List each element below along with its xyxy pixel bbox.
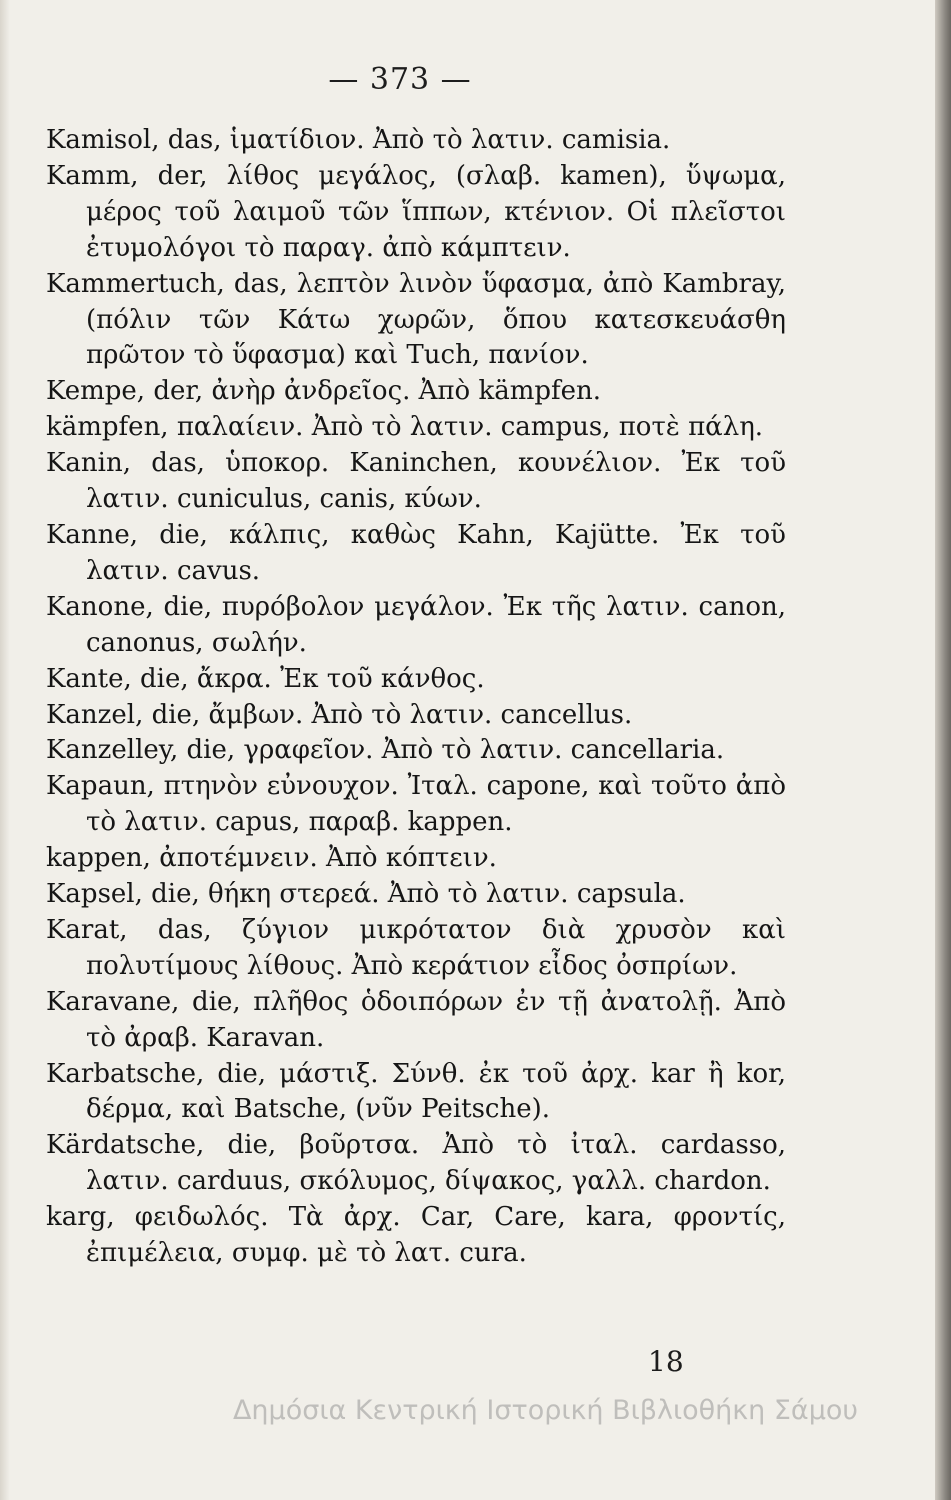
dictionary-entry: Kempe, der, ἀνὴρ ἀνδρεῖος. Ἀπὸ kämpfen. bbox=[46, 376, 602, 407]
dictionary-entry: Kanzel, die, ἄμβων. Ἀπὸ τὸ λατιν. cancellus. bbox=[46, 699, 633, 730]
dictionary-entry: Kanone, die, πυρόβολον μεγάλον. Ἐκ τῆς λατιν. canon, canonus, σωλήν. bbox=[46, 591, 786, 658]
dictionary-entry: Karbatsche, die, μάστιξ. Σύνθ. ἐκ τοῦ ἀρχ. kar ἢ kor, δέρμα, καὶ Batsche, (νῦν Peitsche). bbox=[46, 1058, 786, 1125]
dictionary-entry: kappen, ἀποτέμνειν. Ἀπὸ κόπτειν. bbox=[46, 843, 497, 874]
library-watermark: Δημόσια Κεντρική Ιστορική Βιβλιοθήκη Σάμου bbox=[232, 1395, 859, 1426]
dictionary-entry: Kamisol, das, ἱματίδιον. Ἀπὸ τὸ λατιν. camisia. bbox=[46, 125, 671, 155]
dictionary-entry: Kanin, das, ὑποκορ. Kaninchen, κουνέλιον. Ἐκ τοῦ λατιν. cuniculus, canis, κύων. bbox=[46, 448, 786, 515]
dictionary-entry: Kapaun, πτηνὸν εὐνουχον. Ἰταλ. capone, καὶ τοῦτο ἀπὸ τὸ λατιν. capus, παραβ. kappen. bbox=[46, 771, 786, 838]
dictionary-entry: karg, φειδωλός. Τὰ ἀρχ. Car, Care, kara, φροντίς, ἐπιμέλεια, συμφ. μὲ τὸ λατ. cura. bbox=[46, 1202, 786, 1269]
dictionary-entries bbox=[46, 123, 786, 1272]
dictionary-entry: Kammertuch, das, λεπτὸν λινὸν ὕφασμα, ἀπὸ Kambray, (πόλιν τῶν Κάτω χωρῶν, ὅπου κατεσκευάσθη πρῶτον τὸ ὕφασμα) καὶ Tuch, πανίον. bbox=[46, 268, 786, 371]
dictionary-entry: Kärdatsche, die, βοῦρτσα. Ἀπὸ τὸ ἰταλ. cardasso, λατιν. carduus, σκόλυμος, δίψακος, γαλλ. chardon. bbox=[46, 1130, 786, 1197]
page-left-edge bbox=[0, 0, 10, 1500]
dictionary-entry: Kamm, der, λίθος μεγάλος, (σλαβ. kamen), ὕψωμα, μέρος τοῦ λαιμοῦ τῶν ἵππων, κτένιον. Οἱ πλεῖστοι ἐτυμολόγοι τὸ παραγ. ἀπὸ κάμπτειν. bbox=[46, 160, 786, 263]
dictionary-entry: kämpfen, παλαίειν. Ἀπὸ τὸ λατιν. campus, ποτὲ πάλη. bbox=[46, 412, 764, 443]
dictionary-entry: Kante, die, ἄκρα. Ἐκ τοῦ κάνθος. bbox=[46, 663, 485, 694]
dictionary-entry: Karavane, die, πλῆθος ὁδοιπόρων ἐν τῇ ἀνατολῇ. Ἀπὸ τὸ ἀραβ. Karavan. bbox=[46, 986, 786, 1053]
page-right-edge-shadow bbox=[935, 0, 951, 1500]
page-number: — 373 — bbox=[328, 62, 472, 97]
dictionary-entry: Kanne, die, κάλπις, καθὼς Kahn, Kajütte. Ἐκ τοῦ λατιν. cavus. bbox=[46, 519, 786, 586]
dictionary-entry: Karat, das, ζύγιον μικρότατον διὰ χρυσὸν καὶ πολυτίμους λίθους. Ἀπὸ κεράτιον εἶδος ὀσπρίων. bbox=[46, 914, 786, 981]
dictionary-entry: Kanzelley, die, γραφεῖον. Ἀπὸ τὸ λατιν. cancellaria. bbox=[46, 735, 725, 766]
signature-mark: 18 bbox=[648, 1345, 684, 1378]
dictionary-entry: Kapsel, die, θήκη στερεά. Ἀπὸ τὸ λατιν. capsula. bbox=[46, 879, 686, 910]
